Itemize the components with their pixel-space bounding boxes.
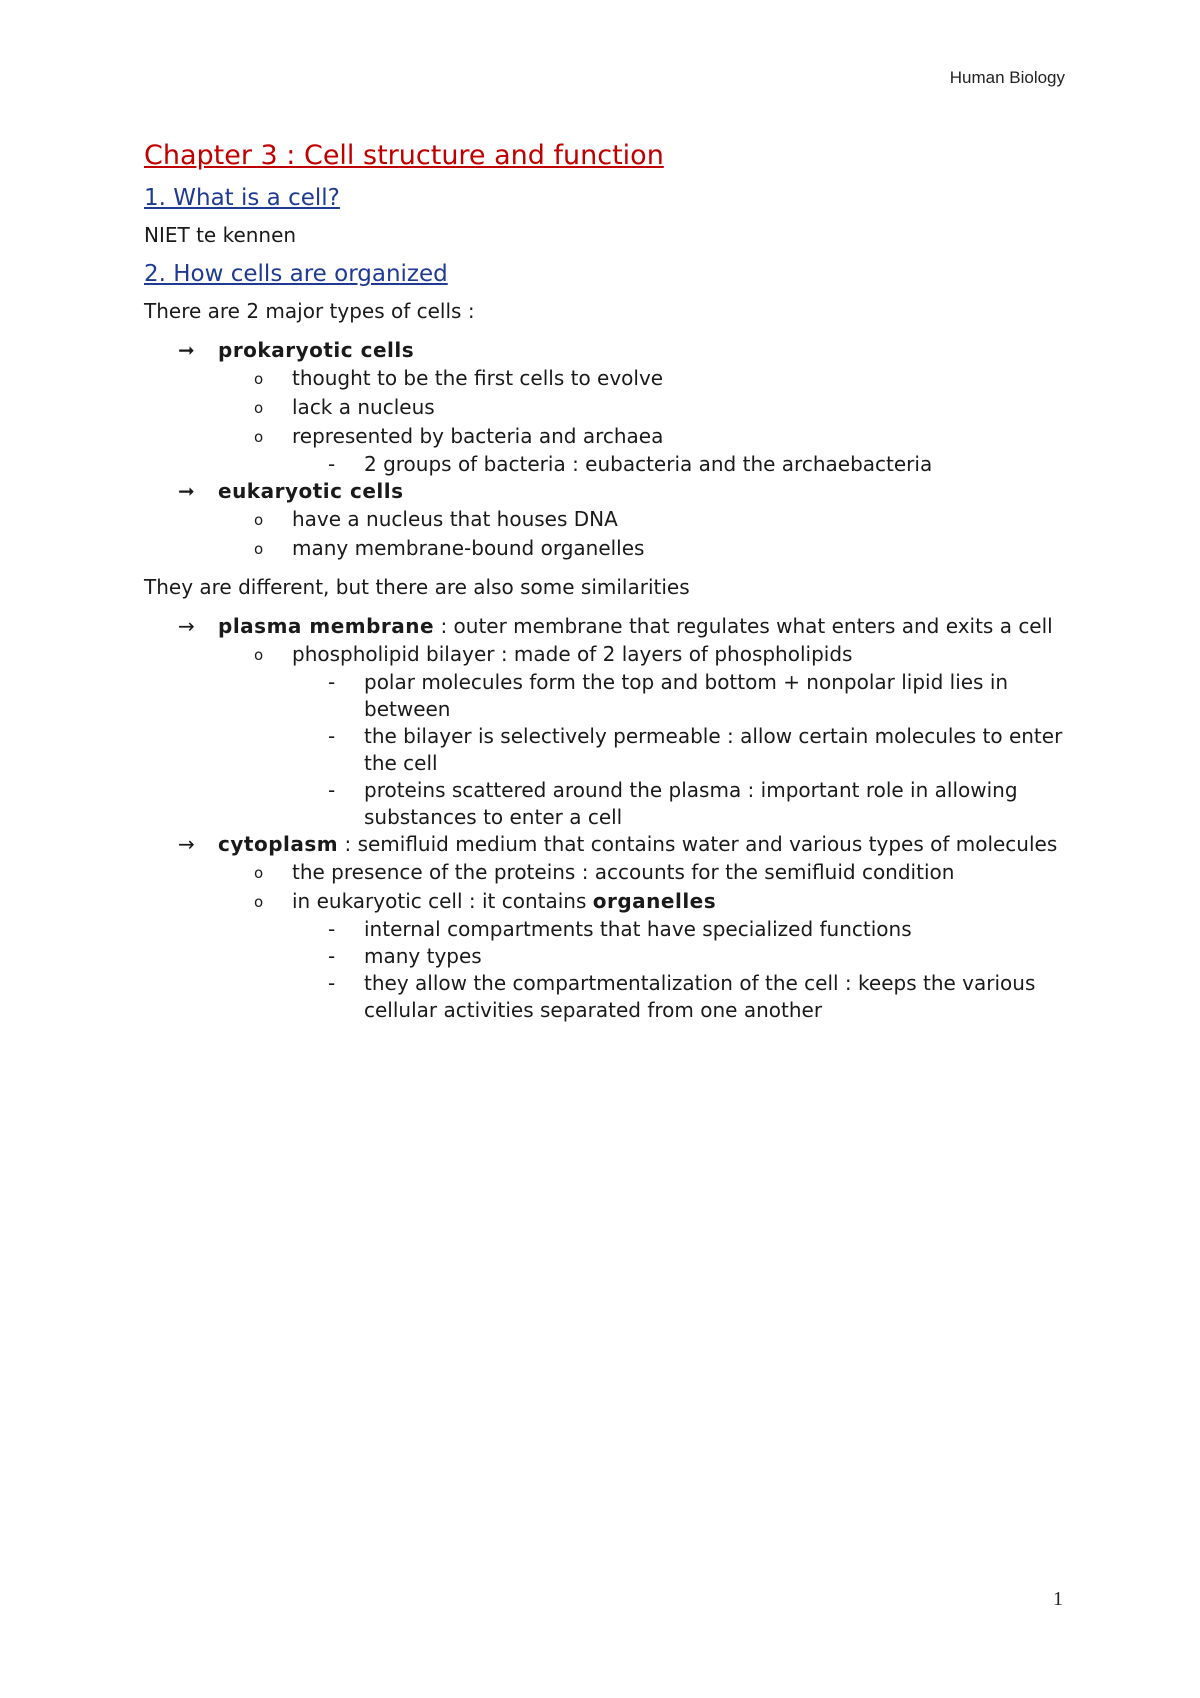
list-item: o lack a nucleus — [218, 393, 1064, 422]
circle-bullet-icon: o — [254, 511, 264, 529]
list-item: o thought to be the first cells to evolve — [218, 364, 1064, 393]
circle-bullet-icon: o — [254, 646, 264, 664]
list-item-cytoplasm: → cytoplasm : semifluid medium that contains water and various types of molecules o the presence of the proteins : accounts for the semifluid condition o in eukaryotic cell : it contains organelles - internal compartments that have specialized functions - many types - they allow the compartmentalization of the cell : keeps the various cellular activities separated from one another — [144, 831, 1064, 1024]
list-item: - the bilayer is selectively permeable : allow certain molecules to enter the cell — [328, 724, 1063, 775]
list-item: - internal compartments that have specialized functions — [328, 917, 912, 941]
section-2-intro: There are 2 major types of cells : — [144, 299, 475, 323]
dash-bullet-icon: - — [328, 971, 336, 995]
list-item: - polar molecules form the top and bottom + nonpolar lipid lies in between — [328, 670, 1009, 721]
list-item: o many membrane-bound organelles — [218, 534, 1064, 563]
list-item: o have a nucleus that houses DNA — [218, 505, 1064, 534]
term-organelles: organelles — [592, 889, 717, 913]
term-plasma-membrane: plasma membrane — [218, 614, 435, 638]
similarities-text: They are different, but there are also some similarities — [144, 575, 690, 599]
cell-parts-list — [144, 613, 1064, 1024]
circle-bullet-icon: o — [254, 864, 264, 882]
chapter-title: Chapter 3 : Cell structure and function — [144, 140, 664, 171]
arrow-icon: → — [178, 832, 195, 856]
list-item: o represented by bacteria and archaea - 2 groups of bacteria : eubacteria and the archaebacteria — [218, 422, 1064, 478]
dash-bullet-icon: - — [328, 917, 336, 941]
document-body — [144, 140, 1064, 1024]
list-item-eukaryotic — [144, 478, 1064, 563]
list-item: - proteins scattered around the plasma : important role in allowing substances to enter a cell — [328, 778, 1018, 829]
list-item-plasma-membrane: → plasma membrane : outer membrane that regulates what enters and exits a cell o phospholipid bilayer : made of 2 layers of phospholipids - polar molecules form the top and bottom + nonpolar lipid lies in between - the bilayer is selectively permeable : allow certain molecules to enter the cell - proteins scattered around the plasma : important role in allowing substances to enter a cell — [178, 614, 1063, 829]
dash-bullet-icon: - — [328, 724, 336, 748]
circle-bullet-icon: o — [254, 540, 264, 558]
arrow-icon: ➞ — [178, 479, 195, 503]
arrow-icon: → — [178, 614, 195, 638]
circle-bullet-icon: o — [254, 399, 264, 417]
list-item: o the presence of the proteins : accounts for the semifluid condition — [218, 858, 1064, 887]
term-cytoplasm: cytoplasm — [218, 832, 339, 856]
page-header: Human Biology — [949, 68, 1065, 87]
circle-bullet-icon: o — [254, 370, 264, 388]
dash-bullet-icon: - — [328, 944, 336, 968]
circle-bullet-icon: o — [254, 428, 264, 446]
circle-bullet-icon: o — [254, 893, 264, 911]
arrow-icon: ➞ — [178, 338, 195, 362]
section-heading-2: 2. How cells are organized — [144, 261, 448, 287]
page-number: 1 — [1053, 1588, 1063, 1610]
section-heading-1: 1. What is a cell? — [144, 185, 340, 211]
term-eukaryotic: eukaryotic cells — [218, 479, 404, 503]
list-item-prokaryotic — [144, 337, 1064, 478]
dash-bullet-icon: - — [328, 778, 336, 802]
list-item: - many types — [328, 944, 482, 968]
list-item: - they allow the compartmentalization of the cell : keeps the various cellular activities separated from one another — [328, 971, 1036, 1022]
list-item: o in eukaryotic cell : it contains organelles - internal compartments that have specialized functions - many types - they allow the compartmentalization of the cell : keeps the various cellular activities separated from one another — [218, 887, 1064, 1024]
dash-bullet-icon: - — [328, 452, 336, 476]
list-item: - 2 groups of bacteria : eubacteria and the archaebacteria — [328, 452, 933, 476]
dash-bullet-icon: - — [328, 670, 336, 694]
list-item: o phospholipid bilayer : made of 2 layers of phospholipids - polar molecules form the top and bottom + nonpolar lipid lies in between - the bilayer is selectively permeable : allow certain molecules to enter the cell - proteins scattered around the plasma : important role in allowing substances to enter a cell — [254, 642, 1063, 829]
term-prokaryotic: prokaryotic cells — [218, 338, 415, 362]
cell-types-list — [144, 337, 1064, 563]
section-1-text: NIET te kennen — [144, 223, 297, 247]
